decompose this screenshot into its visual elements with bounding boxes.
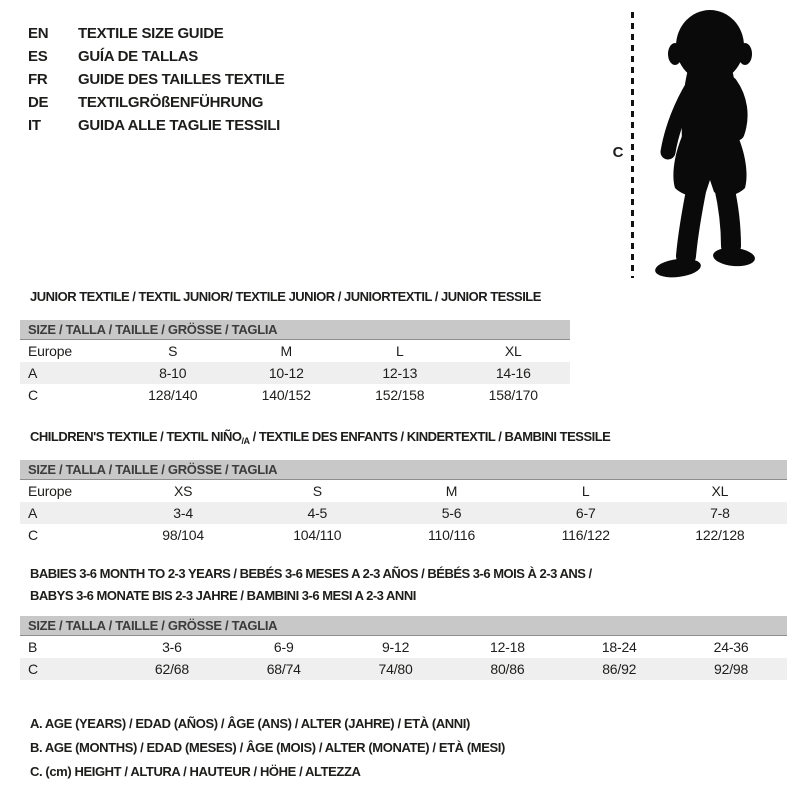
table-cell: M: [445, 483, 458, 499]
table-cell: S: [168, 343, 178, 359]
table-cell: 6-7: [575, 505, 596, 521]
footnote-legend: [30, 711, 505, 783]
language-title: TEXTILE SIZE GUIDE: [78, 25, 224, 42]
language-row: [28, 114, 284, 137]
row-label: Europe: [28, 343, 72, 359]
table-cell: L: [581, 483, 590, 499]
toddler-silhouette: [644, 6, 770, 286]
table-row: [20, 340, 570, 362]
table-cell: 122/128: [695, 527, 745, 543]
row-label: A: [28, 365, 38, 381]
language-row: [28, 68, 284, 91]
table-cell: L: [395, 343, 404, 359]
table-row: [20, 384, 570, 406]
language-code: DE: [28, 94, 49, 111]
table-cell: 4-5: [307, 505, 328, 521]
row-label: Europe: [28, 483, 72, 499]
language-list: [28, 22, 284, 137]
table-cell: 10-12: [268, 365, 304, 381]
table-cell: 14-16: [495, 365, 531, 381]
table-cell: 12-18: [489, 639, 525, 655]
size-header-bar: SIZE / TALLA / TAILLE / GRÖSSE / TAGLIA: [20, 320, 570, 340]
table-cell: 62/68: [154, 661, 189, 677]
row-label: A: [28, 505, 38, 521]
table-cell: 24-36: [713, 639, 749, 655]
language-title: GUÍA DE TALLAS: [78, 48, 198, 65]
language-code: IT: [28, 117, 41, 134]
height-marker-label: C: [612, 144, 624, 161]
height-measure-dashed-line: [631, 12, 634, 278]
table-row: [20, 502, 787, 524]
children-title-main: CHILDREN'S TEXTILE / TEXTIL NIÑO: [30, 429, 242, 444]
table-body: [20, 636, 787, 680]
row-label: C: [28, 661, 38, 677]
babies-size-table: [20, 616, 787, 680]
row-label: C: [28, 387, 38, 403]
table-cell: 140/152: [261, 387, 311, 403]
children-title-subscript: /A: [241, 436, 250, 446]
table-row: [20, 658, 787, 680]
table-cell: XS: [173, 483, 193, 499]
size-header-bar: SIZE / TALLA / TAILLE / GRÖSSE / TAGLIA: [20, 616, 787, 636]
row-label: B: [28, 639, 38, 655]
language-code: FR: [28, 71, 48, 88]
babies-section-title-line2: BABYS 3-6 MONATE BIS 2-3 JAHRE / BAMBINI 3-6 MESI A 2-3 ANNI: [30, 588, 416, 603]
table-cell: 152/158: [375, 387, 425, 403]
table-cell: 92/98: [714, 661, 749, 677]
table-cell: 74/80: [378, 661, 413, 677]
footnote-line: A. AGE (YEARS) / EDAD (AÑOS) / ÂGE (ANS) / ALTER (JAHRE) / ETÀ (ANNI): [30, 715, 470, 731]
table-cell: 7-8: [710, 505, 730, 521]
table-cell: 3-4: [173, 505, 193, 521]
table-cell: 18-24: [601, 639, 637, 655]
table-body: [20, 340, 570, 406]
table-cell: S: [312, 483, 322, 499]
junior-size-table: [20, 320, 570, 406]
language-row: [28, 91, 284, 114]
table-cell: 5-6: [441, 505, 462, 521]
language-row: [28, 45, 284, 68]
footnote-line: C. (cm) HEIGHT / ALTURA / HAUTEUR / HÖHE / ALTEZZA: [30, 763, 361, 779]
table-cell: 104/110: [293, 527, 342, 543]
table-cell: XL: [504, 343, 522, 359]
children-size-table: [20, 460, 787, 546]
language-title: TEXTILGRÖßENFÜHRUNG: [78, 94, 264, 111]
table-cell: 80/86: [490, 661, 525, 677]
table-cell: 12-13: [382, 365, 418, 381]
children-section-title: [30, 429, 610, 446]
language-title: GUIDA ALLE TAGLIE TESSILI: [78, 117, 280, 134]
table-cell: 3-6: [162, 639, 182, 655]
junior-section-title: JUNIOR TEXTILE / TEXTIL JUNIOR/ TEXTILE JUNIOR / JUNIORTEXTIL / JUNIOR TESSILE: [30, 289, 541, 304]
table-cell: 6-9: [273, 639, 294, 655]
table-cell: M: [280, 343, 292, 359]
table-cell: 8-10: [159, 365, 187, 381]
children-title-rest: / TEXTILE DES ENFANTS / KINDERTEXTIL / BAMBINI TESSILE: [249, 429, 611, 444]
language-title: GUIDE DES TAILLES TEXTILE: [78, 71, 285, 88]
babies-section-title-line1: BABIES 3-6 MONTH TO 2-3 YEARS / BEBÉS 3-6 MESES A 2-3 AÑOS / BÉBÉS 3-6 MOIS À 2-3 ANS /: [30, 566, 592, 581]
table-row: [20, 524, 787, 546]
table-row: [20, 480, 787, 502]
footnote-line: B. AGE (MONTHS) / EDAD (MESES) / ÂGE (MOIS) / ALTER (MONATE) / ETÀ (MESI): [30, 739, 505, 755]
table-cell: 98/104: [162, 527, 204, 543]
table-cell: 9-12: [381, 639, 410, 655]
size-header-bar: SIZE / TALLA / TAILLE / GRÖSSE / TAGLIA: [20, 460, 787, 480]
table-cell: 116/122: [561, 527, 610, 543]
language-code: ES: [28, 48, 48, 65]
table-row: [20, 636, 787, 658]
table-cell: 86/92: [602, 661, 637, 677]
table-cell: 158/170: [488, 387, 538, 403]
table-cell: 68/74: [266, 661, 301, 677]
table-row: [20, 362, 570, 384]
table-cell: XL: [711, 483, 729, 499]
table-cell: 110/116: [427, 527, 476, 543]
row-label: C: [28, 527, 38, 543]
language-row: [28, 22, 284, 45]
table-cell: 128/140: [148, 387, 198, 403]
table-body: [20, 480, 787, 546]
language-code: EN: [28, 25, 49, 42]
